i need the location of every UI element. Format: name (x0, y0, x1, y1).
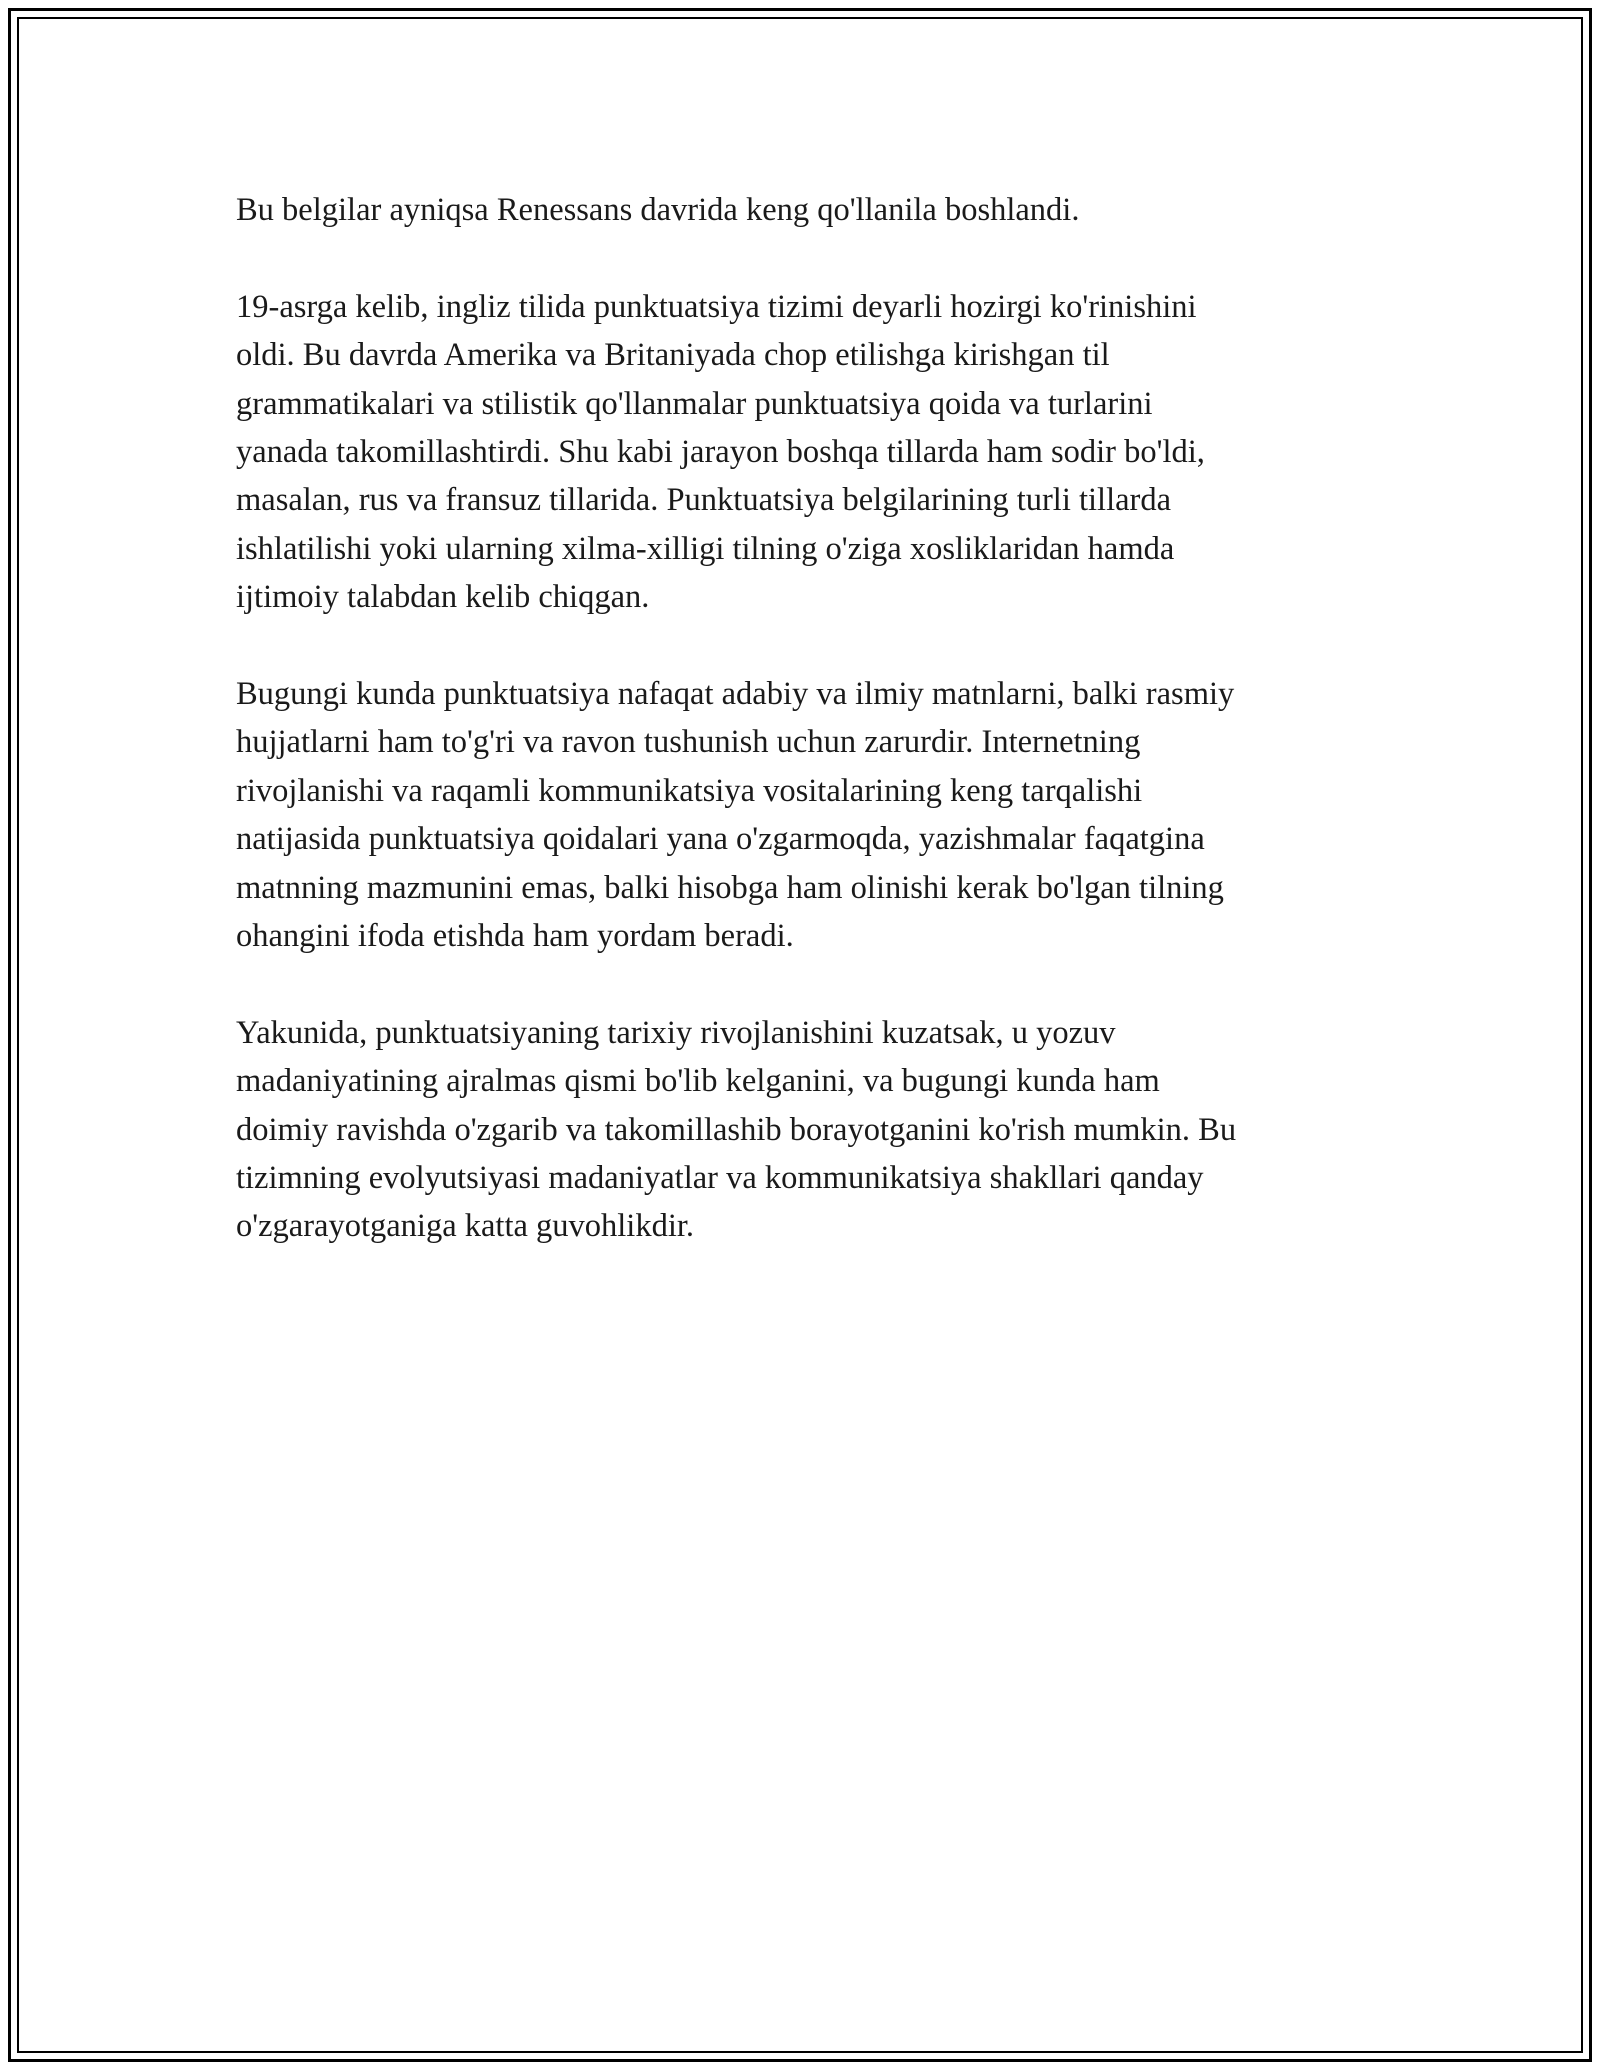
paragraph-1 (236, 186, 1386, 234)
text-line: oldi. Bu davrda Amerika va Britaniyada chop etilishga kirishgan til (236, 337, 1110, 374)
paragraph-3 (236, 670, 1386, 960)
text-line: hujjatlarni ham to'g'ri va ravon tushunish uchun zarurdir. Internetning (236, 724, 1141, 761)
text-line: natijasida punktuatsiya qoidalari yana o'zgarmoqda, yazishmalar faqatgina (236, 821, 1205, 858)
text-line: Bu belgilar ayniqsa Renessans davrida keng qo'llanila boshlandi. (236, 192, 1080, 228)
text-line: ohangini ifoda etishda ham yordam beradi. (236, 918, 794, 955)
text-line: o'zgarayotganiga katta guvohlikdir. (236, 1208, 695, 1245)
text-line: ishlatilishi yoki ularning xilma-xilligi tilning o'ziga xosliklaridan hamda (236, 530, 1175, 567)
text-line: madaniyatining ajralmas qismi bo'lib kelganini, va bugungi kunda ham (236, 1063, 1160, 1100)
text-line: yanada takomillashtirdi. Shu kabi jarayon boshqa tillarda ham sodir bo'ldi, (236, 434, 1205, 471)
text-line: matnning mazmunini emas, balki hisobga ham olinishi kerak bo'lgan tilning (236, 869, 1224, 906)
text-line: grammatikalari va stilistik qo'llanmalar punktuatsiya qoida va turlarini (236, 385, 1153, 422)
text-line: ijtimoiy talabdan kelib chiqgan. (236, 579, 650, 616)
text-line: rivojlanishi va raqamli kommunikatsiya vositalarining keng tarqalishi (236, 772, 1143, 809)
text-line: doimiy ravishda o'zgarib va takomillashib borayotganini ko'rish mumkin. Bu (236, 1111, 1237, 1148)
paragraph-4 (236, 1009, 1386, 1251)
text-line: masalan, rus va fransuz tillarida. Punktuatsiya belgilarining turli tillarda (236, 482, 1172, 519)
paragraph-2 (236, 283, 1386, 622)
text-line: Bugungi kunda punktuatsiya nafaqat adabiy va ilmiy matnlarni, balki rasmiy (236, 676, 1235, 713)
text-line: 19-asrga kelib, ingliz tilida punktuatsiya tizimi deyarli hozirgi ko'rinishini (236, 288, 1197, 325)
text-line: Yakunida, punktuatsiyaning tarixiy rivojlanishini kuzatsak, u yozuv (236, 1014, 1116, 1051)
document-body (236, 186, 1386, 1299)
text-line: tizimning evolyutsiyasi madaniyatlar va kommunikatsiya shakllari qanday (236, 1160, 1204, 1197)
